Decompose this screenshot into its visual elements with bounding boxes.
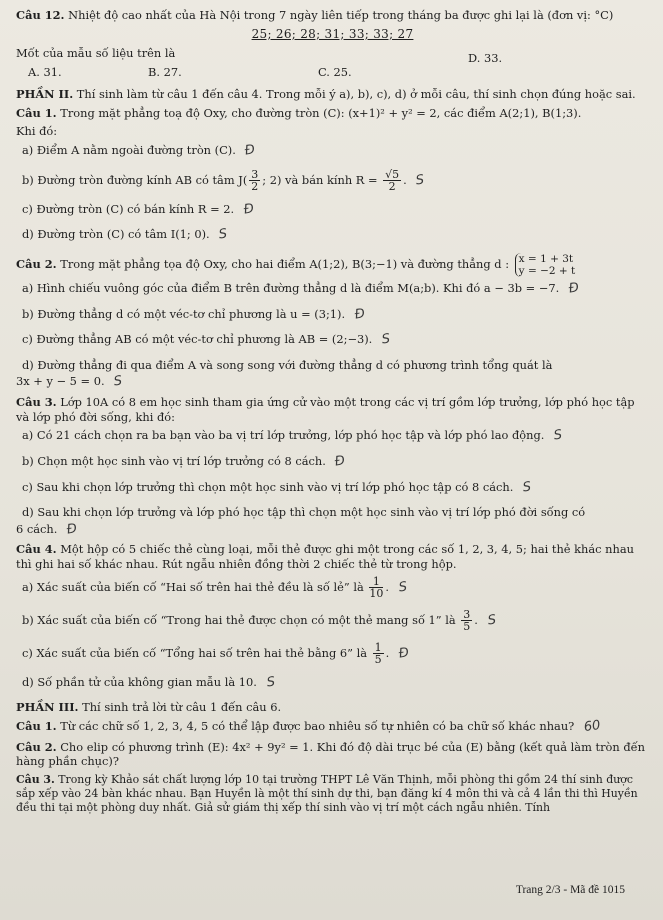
p2-q1-d-mark: S [218,226,229,243]
p2-q1-text: Trong mặt phẳng toạ độ Oxy, cho đường tròn (C): (x+1)² + y² = 2, các điểm A(2;1), B(1;3). [60,105,582,120]
p2-q4-c-frac [373,642,384,666]
part3-intro: Thí sinh trả lời từ câu 1 đến câu 6. [82,700,282,715]
sys-line-2: y = −2 + t [518,264,576,277]
p2-q1-c-text: c) Đường tròn (C) có bán kính R = 2. [22,201,235,216]
q12-option-d[interactable]: D. 33. [468,50,503,65]
frac-num: 3 [463,607,471,621]
p2-q1-b-mark: S [415,172,426,189]
frac-num: 1 [369,576,383,589]
p2-q4-text: Một hộp có 5 chiếc thẻ cùng loại, mỗi thẻ được ghi một trong các số 1, 2, 3, 4, 5; hai thẻ khác nhau thì ghi hai số khác nhau. Rút ngẫu nhiên đồng thời 2 chiếc thẻ từ trong hộp. [16,542,634,571]
page-footer: Trang 2/3 - Mã đề 1015 [515,884,625,897]
p2-q4-b-mark: S [486,612,497,629]
p3-q2 [16,740,649,769]
p2-q4-stem [16,542,649,571]
p2-q2-b-mark: Đ [353,306,366,323]
p2-q2-d-cont [16,374,649,391]
p2-q3-d2: 6 cách. [16,521,58,536]
p2-q3-d-text: d) Sau khi chọn lớp trưởng và lớp phó học tập thì chọn một học sinh vào vị trí lớp phó đời sống có [22,505,586,520]
p2-q1-b-mid: ; 2) và bán kính R = [262,172,378,187]
p2-q3-b-text: b) Chọn một học sinh vào vị trí lớp trưởng có 8 cách. [22,453,326,468]
p2-q4-c: c) Xác suất của biến cố “Tổng hai số trên hai thẻ bằng 6” là $\frac{1}{5}$ . Đ [22,640,410,667]
part3-title: PHẦN III. [16,700,79,715]
q12-data: 25; 26; 28; 31; 33; 33; 27 [251,26,414,41]
p3-q2-text: Cho elip có phương trình (E): 4x² + 9y² = 1. Khi đó độ dài trục bé của (E) bằng (kết quả làm tròn đến hàng phần chục)? [16,739,645,769]
p2-q2-c-text: c) Đường thẳng AB có một véc-tơ chỉ phương là AB = (2;−3). [22,332,373,347]
p2-q2-b [22,307,649,324]
frac-den: 5 [374,653,382,667]
p3-q1-text: Từ các chữ số 1, 2, 3, 4, 5 có thể lập được bao nhiêu số tự nhiên có ba chữ số khác nhau? [60,719,575,734]
p2-q4-a: a) Xác suất của biến cố “Hai số trên hai thẻ đều là số lẻ” là $\frac{1}{10}$ . S [22,574,408,601]
p2-q3-b-mark: Đ [334,453,347,470]
sys-line-1: x = 1 + 3t [518,252,574,265]
p2-q4-a-frac [369,576,383,600]
p2-q2-d-mark: S [113,373,124,390]
p2-q3-a-mark: S [552,427,564,444]
p2-q2-b-text: b) Đường thẳng d có một véc-tơ chỉ phương là u = (3;1). [22,306,346,321]
p2-q2-d2: 3x + y − 5 = 0. [16,374,105,389]
p2-q1-a [22,143,649,160]
p2-q2-d-text: d) Đường thẳng đi qua điểm A và song song với đường thẳng d có phương trình tổng quát là [22,357,553,372]
p2-q3-stem [16,395,649,424]
p3-q2-label: Câu 2. [16,739,57,754]
p2-q2-c [22,332,649,349]
frac-num: 1 [374,640,382,654]
p2-q1-c [22,202,649,219]
p2-q1-d [22,227,649,244]
q12-option-c[interactable]: C. 25. [318,64,352,79]
p2-q1-b-radius [383,169,401,193]
p2-q4-a-text: a) Xác suất của biến cố “Hai số trên hai thẻ đều là số lẻ” là [22,579,364,594]
p2-q2-c-mark: S [380,331,392,348]
p3-q1-answer: 60 [582,718,602,736]
p2-q4-c-mark: Đ [397,645,410,662]
p2-q4-d-mark: S [265,674,276,691]
frac-den: 2 [388,180,396,194]
p2-q3-a-text: a) Có 21 cách chọn ra ba bạn vào ba vị trí lớp trưởng, lớp phó học tập và lớp phó lao động. [22,428,545,443]
p2-q1-d-text: d) Đường tròn (C) có tâm I(1; 0). [22,227,210,242]
p2-q4-c-text: c) Xác suất của biến cố “Tổng hai số trên hai thẻ bằng 6” là [22,645,368,660]
p2-q3-text: Lớp 10A có 8 em học sinh tham gia ứng cử vào một trong các vị trí gồm lớp trưởng, lớp phó học tập và lớp phó đời sống, khi đó: [16,395,635,424]
p2-q4-label: Câu 4. [16,542,57,557]
q12-prompt: Mốt của mẫu số liệu trên là [16,45,176,60]
frac-num: 3 [251,167,259,181]
p2-q2-system [515,253,576,277]
p2-q2-text: Trong mặt phẳng tọa độ Oxy, cho hai điểm A(1;2), B(3;−1) và đường thẳng d : [60,256,510,271]
part2-title: PHẦN II. [16,87,74,102]
p2-q2-a-mark: Đ [567,280,580,297]
p2-q3-a [22,428,649,445]
p2-q3-c [22,480,649,497]
q12-label: Câu 12. [16,8,65,22]
p2-q4-a-mark: S [397,579,408,596]
p2-q4-d-text: d) Số phần tử của không gian mẫu là 10. [22,674,257,689]
p2-q1-when: Khi đó: [16,124,58,139]
part2-header [16,87,649,102]
p3-q3-text: Trong kỳ Khảo sát chất lượng lớp 10 tại trường THPT Lê Văn Thịnh, mỗi phòng thi gồm 24 thí sinh được sắp xếp vào 24 bàn khác nhau. Bạn Huyền là một thí sinh dự thi, bạn đăng kí 4 môn thi và cả 4 lần thi thì Huyền đều thi tại một phòng duy nhất. Giả sử giám thị xếp thí sinh vào vị trí một cách ngẫu nhiên. Tính [16,772,638,814]
p2-q3-label: Câu 3. [16,395,57,410]
p2-q1-b: b) Đường tròn đường kính AB có tâm J( $\frac{3}{2}$ ; 2) và bán kính R = $\frac{√5}{2}$ . S [22,167,426,194]
p2-q1-label: Câu 1. [16,105,57,120]
q12-text: Nhiệt độ cao nhất của Hà Nội trong 7 ngày liên tiếp trong tháng ba được ghi lại là (đơn vị: °C) [68,8,614,22]
p2-q4-b-text: b) Xác suất của biến cố “Trong hai thẻ được chọn có một thẻ mang số 1” là [22,612,456,627]
q12-option-b[interactable]: B. 27. [148,64,182,79]
q12-data-row [16,27,649,42]
p2-q2-d [22,358,649,373]
p2-q2-label: Câu 2. [16,256,57,271]
p2-q1-b-frac [249,169,260,193]
p2-q2-a [22,281,649,298]
p2-q3-c-mark: S [521,479,533,496]
p2-q1-b-pre: b) Đường tròn đường kính AB có tâm J( [22,172,248,187]
p2-q3-d-cont [16,522,649,539]
q12-option-a[interactable]: A. 31. [28,64,62,79]
p3-q3 [16,773,649,815]
part2-intro: Thí sinh làm từ câu 1 đến câu 4. Trong mỗi ý a), b), c), d) ở mỗi câu, thí sinh chọn đúng hoặc sai. [76,87,636,102]
p2-q3-d-mark: Đ [65,521,78,538]
p3-q1 [16,719,649,736]
frac-den: 5 [463,620,471,634]
p2-q1-c-mark: Đ [242,201,255,218]
frac-den: 2 [251,180,259,194]
p2-q3-b [22,454,649,471]
p2-q3-c-text: c) Sau khi chọn lớp trưởng thì chọn một học sinh vào vị trí lớp phó học tập có 8 cách. [22,479,514,494]
p2-q2-a-text: a) Hình chiếu vuông góc của điểm B trên đường thẳng d là điểm M(a;b). Khi đó a − 3b = −7. [22,281,560,296]
p2-q1-a-mark: Đ [244,142,257,159]
part3-header [16,700,649,715]
p2-q3-d [22,505,649,520]
p2-q2-stem [16,253,649,277]
frac-den: 10 [369,587,384,601]
p2-q4-d [22,675,649,692]
frac-num: √5 [385,167,400,181]
q12-stem [16,8,649,23]
p2-q4-b: b) Xác suất của biến cố “Trong hai thẻ được chọn có một thẻ mang số 1” là $\frac{3}{5}$ . S [22,607,497,634]
p2-q1-a-text: a) Điểm A nằm ngoài đường tròn (C). [22,142,236,157]
p3-q3-label: Câu 3. [16,772,55,786]
p2-q4-b-frac [461,609,472,633]
p2-q1-stem [16,106,649,121]
p3-q1-label: Câu 1. [16,719,57,734]
